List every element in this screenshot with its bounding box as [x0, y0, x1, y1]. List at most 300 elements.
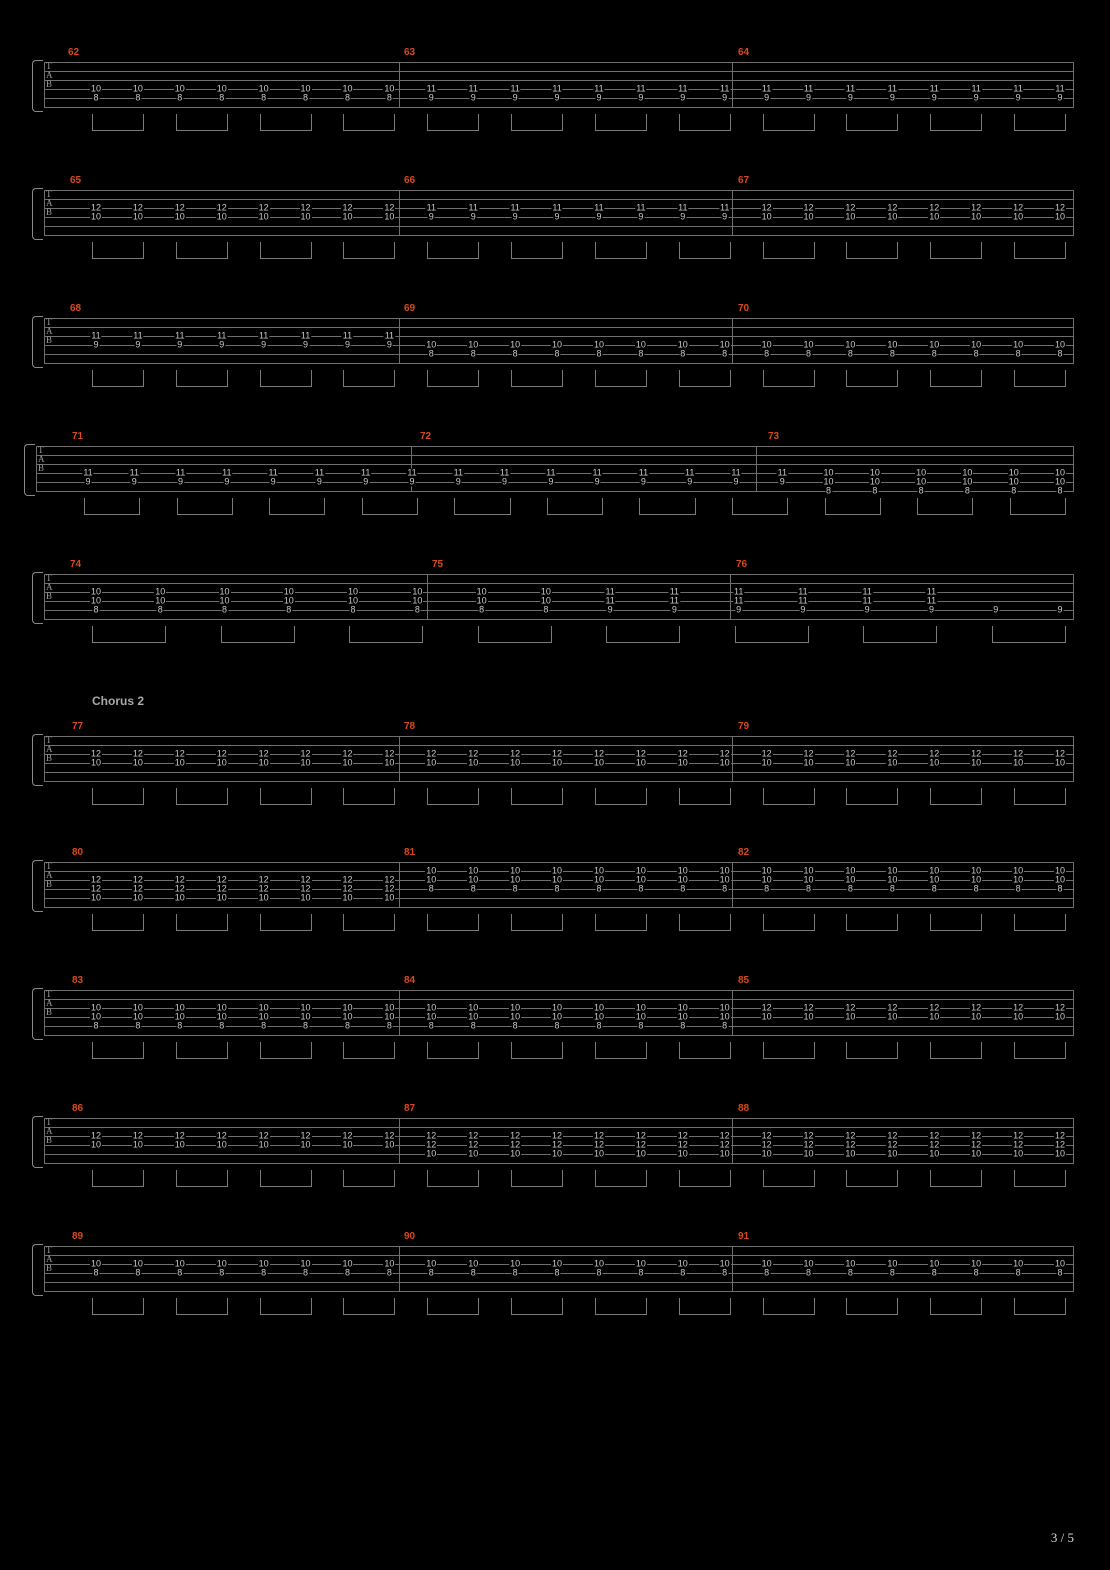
tab-note: 9	[806, 92, 812, 103]
tab-note: 9	[1057, 604, 1063, 615]
tab-note: 10	[761, 757, 772, 768]
tab-tie-dash	[985, 1264, 1009, 1265]
tab-note: 11	[761, 83, 772, 94]
tab-note: 12	[174, 748, 185, 759]
tab-tie-dash	[859, 217, 883, 218]
tab-note: 10	[887, 211, 898, 222]
beam-group	[260, 914, 312, 931]
tab-tie-dash	[398, 208, 422, 209]
beam-group	[92, 114, 144, 131]
tab-tie-dash	[356, 880, 380, 881]
tab-note: 8	[386, 1267, 392, 1278]
tab-tie-dash	[608, 1136, 632, 1137]
tab-tie-dash	[482, 1026, 506, 1027]
beam-group	[763, 1298, 815, 1315]
tab-tie-dash	[734, 98, 758, 99]
tab-tie-dash	[273, 1136, 297, 1137]
tab-note: 12	[174, 883, 185, 894]
tab-note: 12	[887, 202, 898, 213]
tab-tie-dash	[482, 1136, 506, 1137]
beam-group	[427, 1170, 479, 1187]
tab-note: 10	[971, 865, 982, 876]
tab-note: 10	[962, 467, 973, 478]
tab-tie-dash	[608, 345, 632, 346]
tab-tie-dash	[818, 208, 842, 209]
tab-tie-dash	[273, 754, 297, 755]
tab-note: 10	[761, 1148, 772, 1159]
tab-tie-dash	[362, 601, 408, 602]
tab-tie-dash	[901, 1273, 925, 1274]
tab-tie-dash	[467, 482, 495, 483]
beam-group	[511, 1298, 563, 1315]
tab-note: 9	[177, 339, 183, 350]
tab-note: 10	[468, 339, 479, 350]
measure-number: 80	[72, 847, 84, 858]
tab-note: 8	[554, 1020, 560, 1031]
tab-note: 10	[412, 586, 423, 597]
measure-number: 91	[738, 1231, 750, 1242]
tab-note: 8	[638, 1267, 644, 1278]
tab-tie-dash	[482, 889, 506, 890]
beam-group	[176, 788, 228, 805]
tab-tie-dash	[943, 1264, 967, 1265]
tab-note: 9	[470, 211, 476, 222]
tab-note: 12	[719, 1139, 730, 1150]
tab-note: 10	[929, 1258, 940, 1269]
tab-tie-dash	[859, 1017, 883, 1018]
tab-tie-dash	[234, 601, 280, 602]
tab-note: 8	[872, 485, 878, 496]
tab-tie-dash	[1027, 889, 1051, 890]
tab-note: 10	[174, 1258, 185, 1269]
tab-tie-dash	[734, 754, 758, 755]
tab-tie-dash	[440, 98, 464, 99]
tab-note: 10	[132, 1011, 143, 1022]
tab-note: 8	[918, 485, 924, 496]
tab-note: 11	[798, 586, 808, 597]
tab-note: 10	[510, 1148, 521, 1159]
tab-note: 8	[93, 1020, 99, 1031]
tab-note: 8	[764, 883, 770, 894]
tab-note: 10	[635, 339, 646, 350]
tab-note: 10	[300, 1258, 311, 1269]
tab-note: 12	[677, 748, 688, 759]
tab-tie-dash	[608, 754, 632, 755]
tab-note: 9	[261, 339, 267, 350]
tab-note: 10	[258, 211, 269, 222]
tab-tie-dash	[985, 345, 1009, 346]
tab-note: 11	[426, 202, 436, 213]
tab-note: 11	[129, 467, 139, 478]
tab-note: 8	[889, 1267, 895, 1278]
tab-note: 10	[510, 757, 521, 768]
tab-clef: T A B	[46, 1117, 53, 1146]
tab-tie-dash	[190, 473, 218, 474]
tab-note: 12	[803, 1002, 814, 1013]
tab-tie-dash	[147, 763, 171, 764]
tab-tie-dash	[398, 1008, 422, 1009]
beam-group	[930, 1042, 982, 1059]
tab-note: 10	[258, 1011, 269, 1022]
beam-group	[260, 370, 312, 387]
tab-note: 10	[761, 211, 772, 222]
tab-note: 10	[761, 1258, 772, 1269]
tab-note: 10	[132, 892, 143, 903]
tab-note: 10	[510, 339, 521, 350]
beam-group	[846, 242, 898, 259]
tab-tie-dash	[859, 880, 883, 881]
tab-note: 12	[845, 1130, 856, 1141]
tab-tie-dash	[273, 1017, 297, 1018]
tab-tie-dash	[1027, 880, 1051, 881]
beam-group	[846, 1042, 898, 1059]
tab-note: 9	[596, 211, 602, 222]
beam-group	[92, 788, 144, 805]
tab-tie-dash	[901, 1136, 925, 1137]
beam-group	[595, 788, 647, 805]
tab-tie-dash	[189, 889, 213, 890]
tab-note: 10	[552, 1148, 563, 1159]
tab-tie-dash	[398, 1026, 422, 1027]
tab-tie-dash	[859, 1273, 883, 1274]
tab-tie-dash	[652, 473, 680, 474]
tab-tie-dash	[356, 889, 380, 890]
tab-note: 9	[131, 476, 137, 487]
tab-note: 8	[386, 1020, 392, 1031]
tab-tie-dash	[650, 763, 674, 764]
tab-note: 11	[342, 330, 353, 341]
tab-tie-dash	[147, 1017, 171, 1018]
tab-note: 10	[426, 757, 437, 768]
tab-note: 10	[1054, 1258, 1066, 1269]
tab-tie-dash	[818, 354, 842, 355]
tab-note: 10	[174, 892, 185, 903]
tab-note: 11	[733, 595, 744, 606]
tab-tie-dash	[105, 763, 129, 764]
tab-tie-dash	[356, 1136, 380, 1137]
beam-group	[763, 114, 815, 131]
tab-note: 8	[428, 883, 434, 894]
tab-note: 10	[761, 339, 772, 350]
tab-tie-dash	[748, 592, 794, 593]
tab-tie-dash	[901, 1017, 925, 1018]
tab-note: 10	[1054, 1148, 1066, 1159]
tab-tie-dash	[356, 898, 380, 899]
tab-note: 10	[174, 1002, 185, 1013]
tab-tie-dash	[356, 1264, 380, 1265]
tab-note: 8	[554, 883, 560, 894]
tab-note: 10	[887, 1258, 898, 1269]
tab-note: 10	[803, 874, 814, 885]
tab-note: 11	[720, 202, 730, 213]
tab-tie-dash	[105, 1273, 129, 1274]
tab-note: 9	[548, 476, 554, 487]
tab-note: 11	[83, 467, 93, 478]
tab-tie-dash	[876, 610, 922, 611]
tab-note: 10	[174, 1011, 185, 1022]
tab-note: 11	[798, 595, 808, 606]
tab-tie-dash	[734, 1264, 758, 1265]
tab-note: 11	[510, 83, 520, 94]
beam-group	[427, 370, 479, 387]
tab-tie-dash	[976, 473, 1004, 474]
tab-note: 10	[342, 1011, 353, 1022]
tab-tie-dash	[748, 601, 794, 602]
tab-tie-dash	[985, 763, 1009, 764]
tab-tie-dash	[524, 1008, 548, 1009]
tab-note: 12	[426, 748, 437, 759]
tab-tie-dash	[147, 89, 171, 90]
tab-tie-dash	[943, 871, 967, 872]
beam-group	[260, 114, 312, 131]
beam-group	[343, 788, 395, 805]
tab-tie-dash	[467, 473, 495, 474]
tab-note: 10	[869, 467, 880, 478]
beam-group	[930, 114, 982, 131]
tab-tie-dash	[421, 482, 449, 483]
tab-tie-dash	[876, 601, 922, 602]
tab-note: 10	[426, 339, 437, 350]
tab-tie-dash	[608, 880, 632, 881]
tab-note: 10	[929, 865, 940, 876]
beam-group	[1014, 1042, 1066, 1059]
tab-tie-dash	[1027, 1273, 1051, 1274]
tab-tie-dash	[650, 345, 674, 346]
tab-tie-dash	[555, 601, 601, 602]
beam-group	[343, 114, 395, 131]
tab-note: 10	[803, 1258, 814, 1269]
tab-note: 10	[761, 1011, 772, 1022]
tab-note: 10	[761, 874, 772, 885]
beam-group	[176, 1170, 228, 1187]
tab-tie-dash	[566, 98, 590, 99]
tab-note: 10	[468, 1258, 479, 1269]
tab-note: 10	[342, 1002, 353, 1013]
tab-tie-dash	[356, 1145, 380, 1146]
tab-note: 12	[803, 1130, 814, 1141]
tab-tie-dash	[985, 217, 1009, 218]
tab-note: 10	[593, 1011, 604, 1022]
tab-note: 8	[1057, 883, 1063, 894]
tab-note: 9	[344, 339, 350, 350]
tab-note: 10	[384, 211, 395, 222]
tab-clef: T A B	[46, 861, 53, 890]
measure-number: 77	[72, 721, 84, 732]
beam-group	[930, 242, 982, 259]
tab-note: 9	[687, 476, 693, 487]
tab-note: 8	[554, 348, 560, 359]
staff-brace	[32, 188, 43, 240]
tab-note: 10	[677, 865, 688, 876]
tab-tie-dash	[362, 592, 408, 593]
beam-group	[260, 242, 312, 259]
tab-tie-dash	[1027, 1136, 1051, 1137]
tab-tie-dash	[1027, 345, 1051, 346]
tab-tie-dash	[440, 217, 464, 218]
tab-tie-dash	[812, 601, 858, 602]
tab-note: 9	[733, 476, 739, 487]
staff-brace	[32, 60, 43, 112]
tab-note: 9	[554, 92, 560, 103]
tab-note: 10	[971, 211, 982, 222]
measure-number: 86	[72, 1103, 84, 1114]
tab-tie-dash	[734, 880, 758, 881]
tab-note: 10	[719, 339, 730, 350]
tab-note: 8	[889, 348, 895, 359]
tab-tie-dash	[356, 336, 380, 337]
tab-note: 10	[593, 339, 604, 350]
tab-tie-dash	[105, 1136, 129, 1137]
tab-tie-dash	[692, 1273, 716, 1274]
tab-note: 11	[384, 330, 395, 341]
tab-note: 10	[677, 1258, 688, 1269]
tab-tie-dash	[356, 345, 380, 346]
tab-tie-dash	[608, 1145, 632, 1146]
tab-note: 8	[135, 1267, 141, 1278]
tab-tie-dash	[943, 1008, 967, 1009]
tab-note: 12	[971, 202, 982, 213]
tab-tie-dash	[315, 754, 339, 755]
tab-note: 9	[93, 339, 99, 350]
tab-tie-dash	[734, 763, 758, 764]
tab-note: 10	[174, 211, 185, 222]
tab-note: 10	[384, 892, 395, 903]
tab-note: 12	[216, 1130, 227, 1141]
tab-tie-dash	[273, 1145, 297, 1146]
tab-note: 9	[363, 476, 369, 487]
tab-note: 8	[596, 1267, 602, 1278]
tab-tie-dash	[105, 1017, 129, 1018]
tab-tie-dash	[482, 1008, 506, 1009]
tab-note: 11	[636, 83, 646, 94]
tab-tie-dash	[1027, 871, 1051, 872]
tab-tie-dash	[884, 482, 912, 483]
tab-tie-dash	[189, 1273, 213, 1274]
beam-group	[176, 370, 228, 387]
tab-note: 11	[1013, 83, 1023, 94]
tab-note: 12	[761, 1130, 772, 1141]
tab-tie-dash	[859, 208, 883, 209]
tab-note: 11	[552, 202, 562, 213]
tab-tie-dash	[1027, 1008, 1051, 1009]
measure-number: 67	[738, 175, 750, 186]
tab-note: 12	[216, 202, 227, 213]
tab-note: 10	[426, 1258, 437, 1269]
measure-number: 75	[432, 559, 444, 570]
tab-tie-dash	[482, 763, 506, 764]
tab-tie-dash	[105, 592, 151, 593]
tab-note: 12	[174, 1130, 185, 1141]
tab-tie-dash	[440, 1264, 464, 1265]
tab-tie-dash	[734, 1145, 758, 1146]
tab-note: 10	[845, 339, 856, 350]
tab-note: 10	[635, 1148, 646, 1159]
tab-tie-dash	[440, 1136, 464, 1137]
tab-note: 10	[635, 1011, 646, 1022]
tab-note: 8	[157, 604, 163, 615]
staff	[0, 432, 1110, 496]
tab-note: 12	[300, 874, 311, 885]
tab-tie-dash	[943, 1273, 967, 1274]
tab-tie-dash	[650, 1145, 674, 1146]
tab-note: 10	[132, 1139, 143, 1150]
measure-number: 72	[420, 431, 432, 442]
tab-tie-dash	[943, 754, 967, 755]
tab-tie-dash	[147, 1273, 171, 1274]
tab-tie-dash	[398, 345, 422, 346]
tab-tie-dash	[650, 89, 674, 90]
tab-note: 10	[1013, 1258, 1024, 1269]
tab-tie-dash	[692, 345, 716, 346]
tab-tie-dash	[985, 208, 1009, 209]
beam-group	[343, 370, 395, 387]
tab-tie-dash	[985, 871, 1009, 872]
tab-note: 10	[300, 1139, 311, 1150]
tab-tie-dash	[776, 217, 800, 218]
measure-number: 70	[738, 303, 750, 314]
tab-tie-dash	[398, 880, 422, 881]
tab-tie-dash	[692, 880, 716, 881]
tab-tie-dash	[189, 880, 213, 881]
tab-tie-dash	[692, 208, 716, 209]
tab-tie-dash	[315, 1136, 339, 1137]
tab-tie-dash	[683, 592, 729, 593]
tab-tie-dash	[273, 763, 297, 764]
tab-note: 10	[635, 865, 646, 876]
tab-tie-dash	[650, 1008, 674, 1009]
tab-note: 10	[132, 211, 143, 222]
tab-note: 8	[1011, 485, 1017, 496]
tab-tie-dash	[859, 1154, 883, 1155]
tab-note: 8	[344, 92, 350, 103]
tab-note: 11	[669, 586, 680, 597]
beam-group	[260, 1298, 312, 1315]
tab-tie-dash	[147, 1145, 171, 1146]
measure-number: 62	[68, 47, 80, 58]
tab-note: 10	[552, 865, 563, 876]
tab-note: 10	[216, 1002, 227, 1013]
tab-tie-dash	[105, 1145, 129, 1146]
beam-group	[511, 114, 563, 131]
tab-tie-dash	[169, 601, 215, 602]
tab-tie-dash	[273, 1273, 297, 1274]
tab-tie-dash	[315, 217, 339, 218]
tab-note: 9	[178, 476, 184, 487]
tab-note: 9	[671, 604, 677, 615]
measure-number: 89	[72, 1231, 84, 1242]
tab-note: 12	[426, 1139, 437, 1150]
tab-tie-dash	[566, 345, 590, 346]
tab-note: 10	[258, 1258, 269, 1269]
tab-tie-dash	[608, 1026, 632, 1027]
tab-tie-dash	[514, 482, 542, 483]
beam-group	[176, 242, 228, 259]
tab-tie-dash	[619, 592, 665, 593]
tab-tie-dash	[985, 1154, 1009, 1155]
tab-tie-dash	[650, 1264, 674, 1265]
tab-note: 9	[316, 476, 322, 487]
tab-note: 12	[887, 1130, 898, 1141]
tab-tie-dash	[315, 889, 339, 890]
tab-note: 8	[680, 883, 686, 894]
beam-group	[221, 626, 295, 643]
tab-tie-dash	[650, 208, 674, 209]
beam-group	[930, 914, 982, 931]
beam-group	[930, 1170, 982, 1187]
tab-tie-dash	[440, 1154, 464, 1155]
beam-group	[511, 1170, 563, 1187]
tab-note: 12	[929, 1002, 940, 1013]
